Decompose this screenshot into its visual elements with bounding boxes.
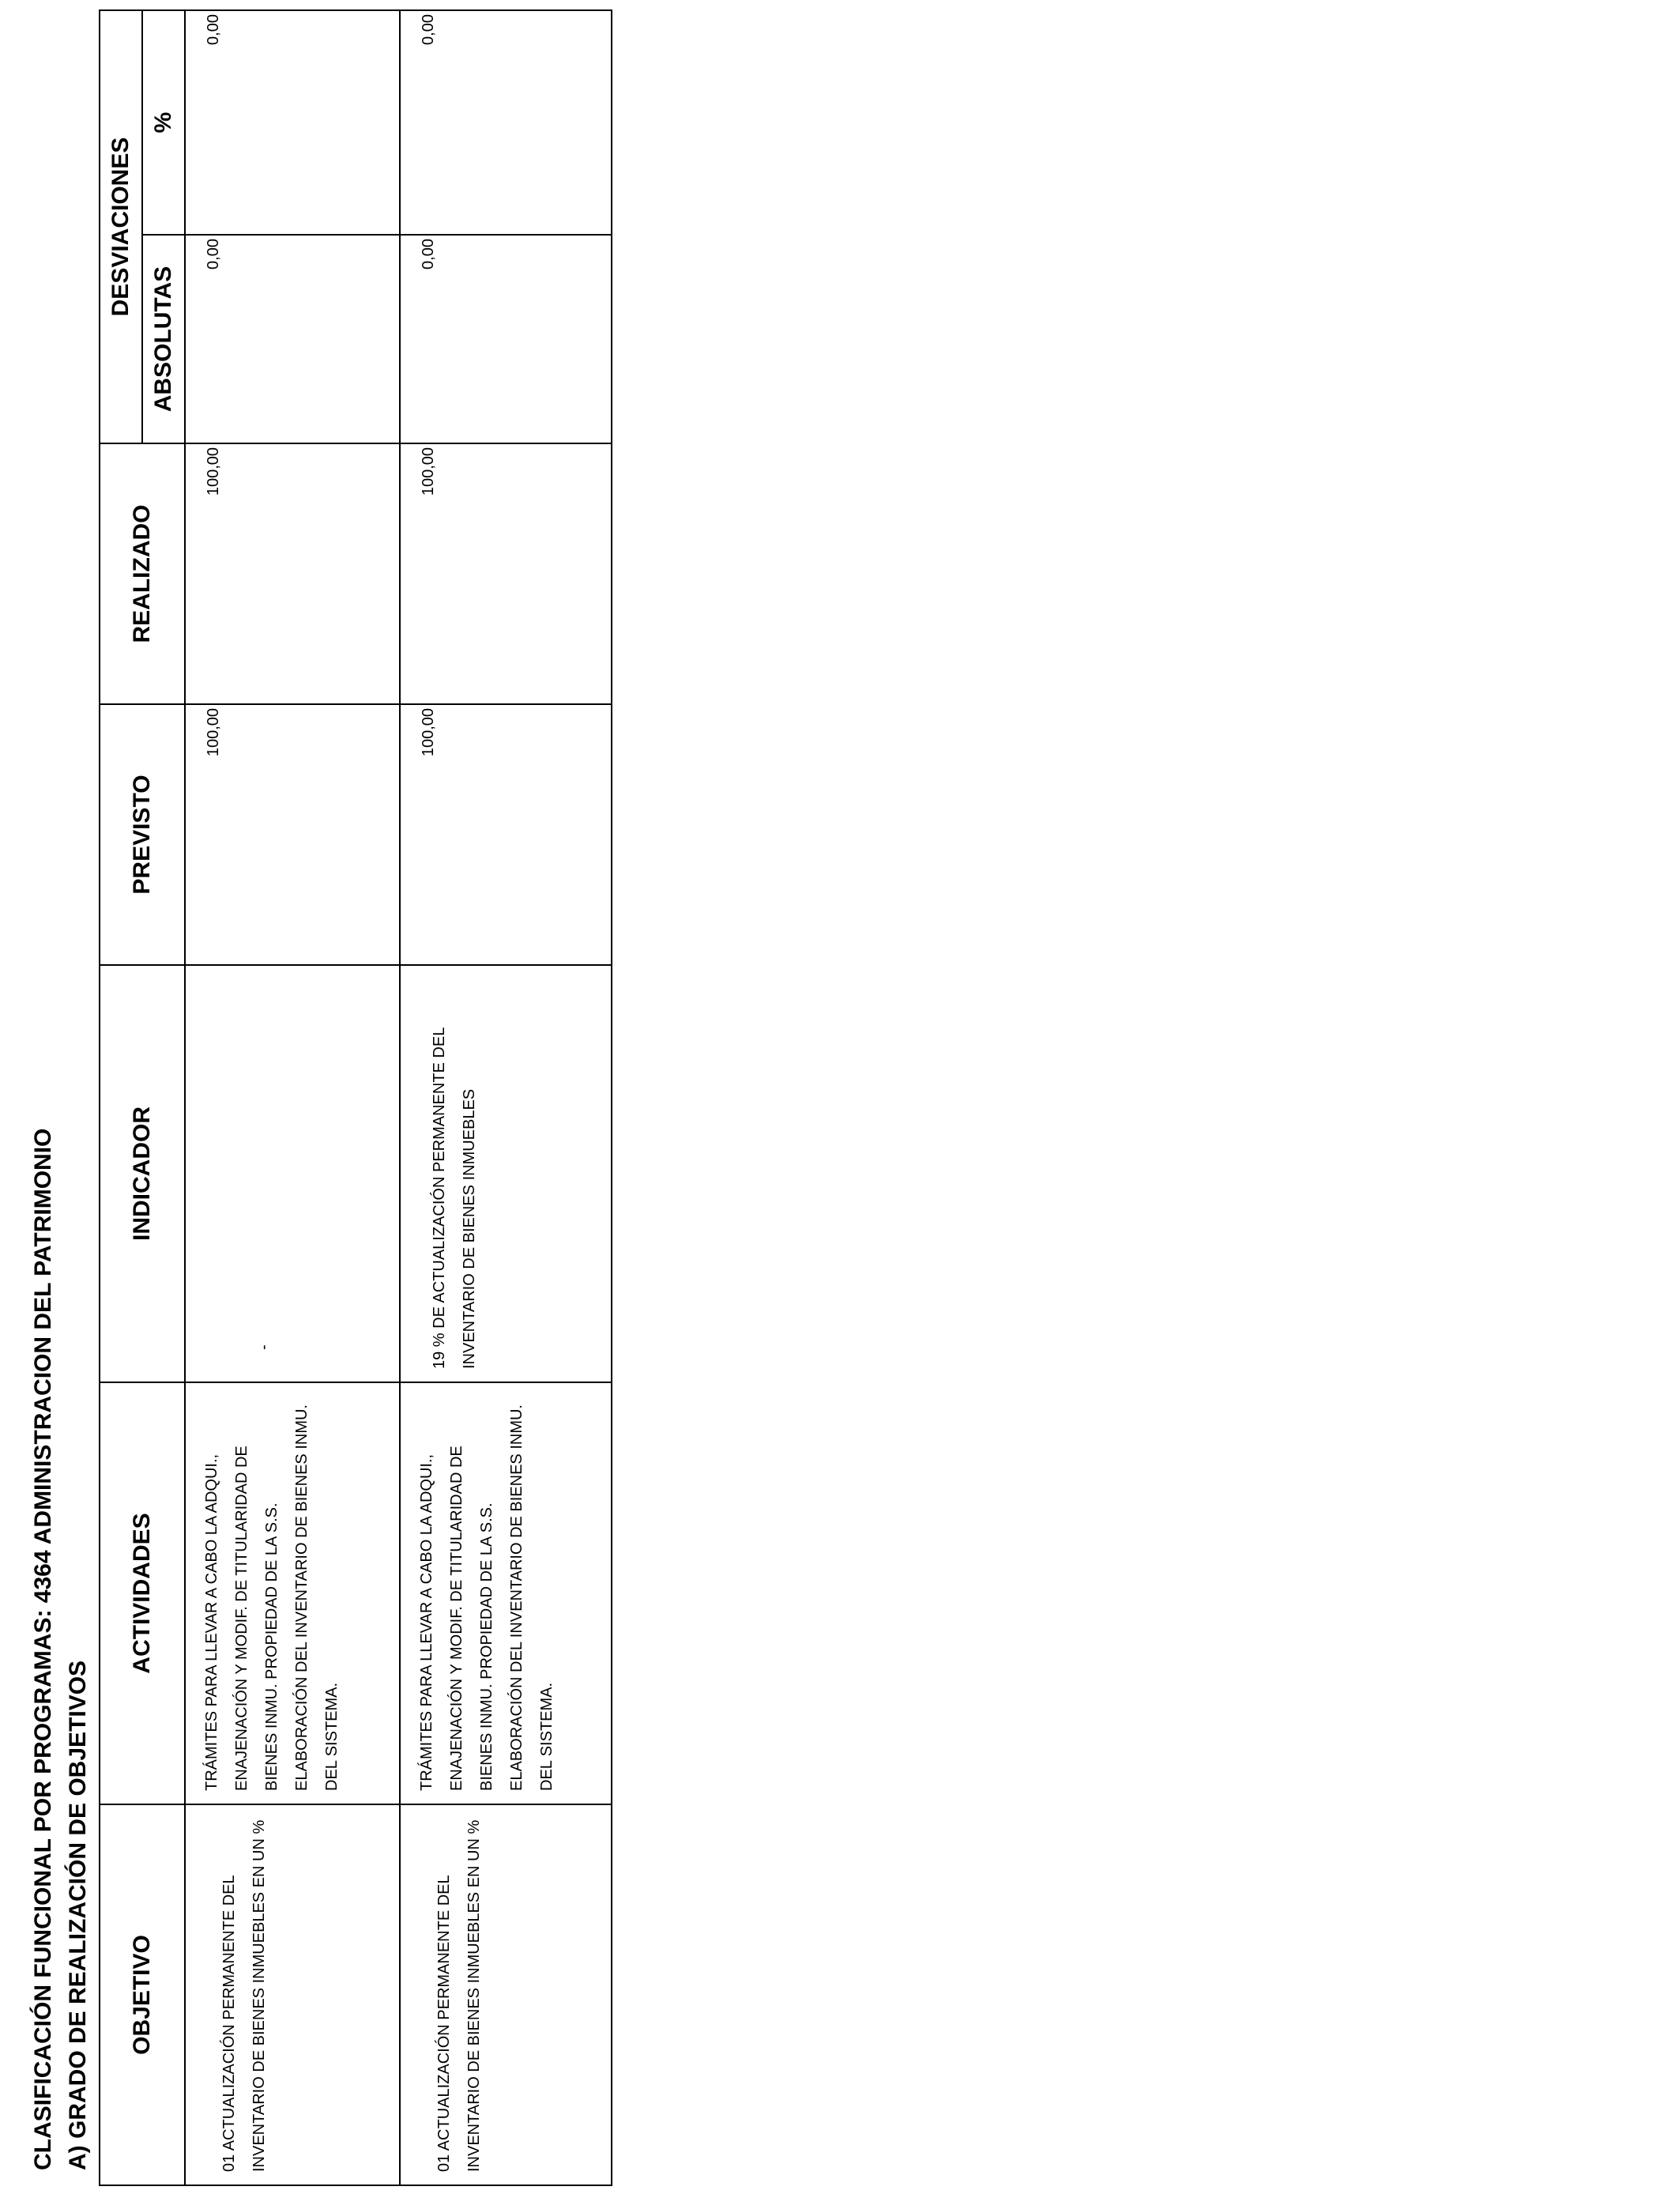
objectives-table	[99, 9, 612, 2186]
page-title: CLASIFICACIÓN FUNCIONAL POR PROGRAMAS: 4364 ADMINISTRACION DEL PATRIMONIO	[30, 1128, 56, 2170]
cell-previsto: 100,00	[185, 704, 400, 965]
cell-porcentaje: 0,00	[185, 10, 400, 235]
cell-realizado: 100,00	[400, 443, 612, 704]
page-subtitle: A) GRADO DE REALIZACIÓN DE OBJETIVOS	[65, 1660, 91, 2170]
cell-indicador: -	[185, 965, 400, 1382]
header-desviaciones: DESVIACIONES	[100, 10, 142, 443]
table-row	[185, 10, 400, 2185]
header-actividades: ACTIVIDADES	[100, 1382, 185, 1804]
cell-previsto: 100,00	[400, 704, 612, 965]
cell-absolutas: 0,00	[185, 235, 400, 443]
header-indicador: INDICADOR	[100, 965, 185, 1382]
cell-actividades: TRÁMITES PARA LLEVAR A CABO LA ADQUI., ENAJENACIÓN Y MODIF. DE TITULARIDAD DE BIENES INMU. PROPIEDAD DE LA S.S. ELABORACIÓN DEL INVENTARIO DE BIENES INMU. DEL SISTEMA.	[185, 1382, 400, 1804]
cell-objetivo: 01 ACTUALIZACIÓN PERMANENTE DEL INVENTARIO DE BIENES INMUEBLES EN UN %	[400, 1804, 612, 2185]
header-objetivo: OBJETIVO	[100, 1804, 185, 2185]
cell-indicador: 19 % DE ACTUALIZACIÓN PERMANENTE DEL INVENTARIO DE BIENES INMUEBLES	[400, 965, 612, 1382]
cell-actividades: TRÁMITES PARA LLEVAR A CABO LA ADQUI., ENAJENACIÓN Y MODIF. DE TITULARIDAD DE BIENES INMU. PROPIEDAD DE LA S.S. ELABORACIÓN DEL INVENTARIO DE BIENES INMU. DEL SISTEMA.	[400, 1382, 612, 1804]
header-absolutas: ABSOLUTAS	[142, 235, 185, 443]
cell-objetivo: 01 ACTUALIZACIÓN PERMANENTE DEL INVENTARIO DE BIENES INMUEBLES EN UN %	[185, 1804, 400, 2185]
cell-realizado: 100,00	[185, 443, 400, 704]
cell-porcentaje: 0,00	[400, 10, 612, 235]
header-porcentaje: %	[142, 10, 185, 235]
header-realizado: REALIZADO	[100, 443, 185, 704]
cell-absolutas: 0,00	[400, 235, 612, 443]
header-previsto: PREVISTO	[100, 704, 185, 965]
table-row	[400, 10, 612, 2185]
